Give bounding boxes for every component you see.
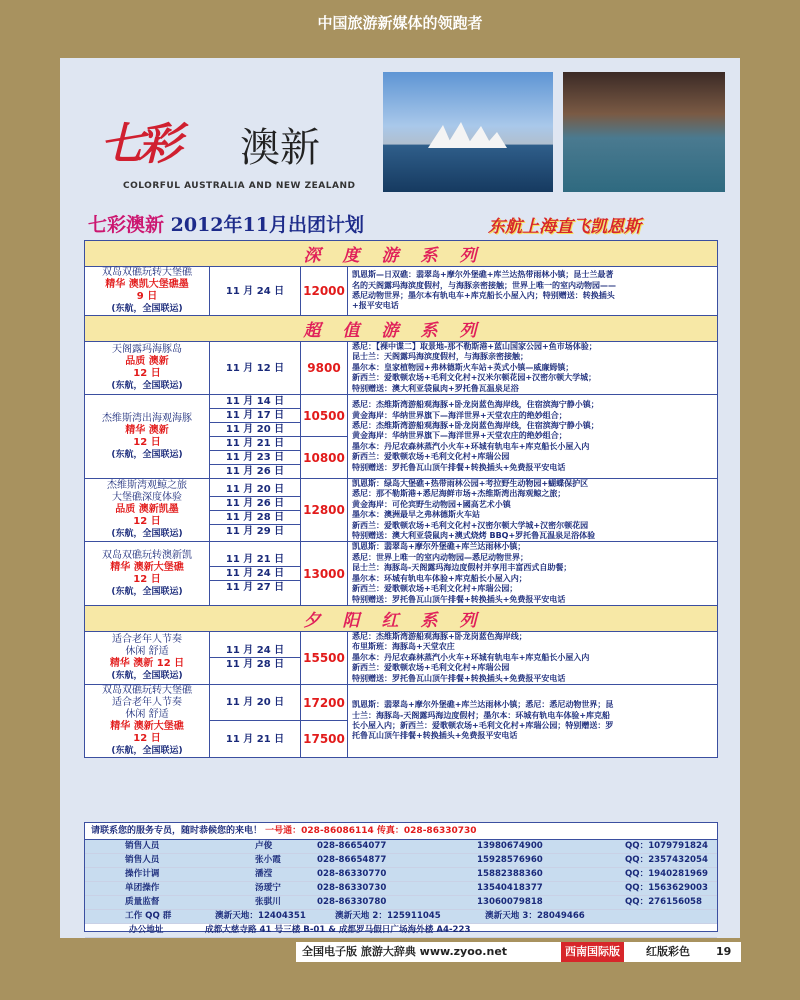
itinerary-line: 特别赠送：澳大利亚袋鼠肉+罗托鲁瓦温泉足浴 <box>352 383 519 393</box>
staff-tel[interactable]: 028-86654077 <box>317 841 387 851</box>
product-days: 12 日 <box>133 732 161 744</box>
staff-tel[interactable]: 028-86330770 <box>317 869 387 879</box>
product-name-line: 大堡礁深度体验 <box>112 492 182 504</box>
staff-mobile[interactable]: 13540418377 <box>477 883 543 893</box>
product-name-line: 双岛双礁玩转大堡礁 <box>102 267 192 278</box>
staff-mobile[interactable]: 15882388360 <box>477 869 543 879</box>
product-name-line: 杰维斯湾观鲸之旅 <box>107 480 187 492</box>
itinerary-line: 凯恩斯：翡翠岛+摩尔外堡礁+库兰达雨林小镇；悉尼：悉尼动物世界；昆 <box>352 700 614 710</box>
product-tag: 品质 澳新凯墨 <box>115 504 179 516</box>
departure-dates-cell <box>210 542 301 605</box>
itinerary-cell <box>348 542 718 605</box>
product-name-cell <box>85 479 210 542</box>
departure-dates-cell <box>210 267 301 316</box>
itinerary-line: 悉尼：那不勒斯港+悉尼海鲜市场+杰维斯湾出海观鲸之旅； <box>352 489 566 499</box>
top-banner <box>0 0 800 60</box>
price-cell: 9800 <box>301 342 348 395</box>
product-name-cell <box>85 395 210 479</box>
staff-row <box>85 896 717 910</box>
staff-row <box>85 882 717 896</box>
product-name-line: 双岛双礁玩转澳新凯 <box>102 549 192 561</box>
departure-dates-cell <box>210 479 301 542</box>
departure-date: 11 月 21 日 <box>210 437 300 451</box>
staff-mobile[interactable]: 15928576960 <box>477 855 543 865</box>
itinerary-line: 昆士兰：海豚岛-天阁露玛海边度假村并享用丰富西式自助餐； <box>352 563 572 573</box>
itinerary-line: +报平安电话 <box>352 301 399 311</box>
departure-date: 11 月 29 日 <box>225 525 285 537</box>
series-title: 超值游系列 <box>85 316 718 342</box>
product-note: (东航，全国联运) <box>111 529 183 540</box>
itinerary-line: 士兰：海豚岛-天阁露玛海边度假村；墨尔本：环城有轨电车体验+库克船 <box>352 710 611 720</box>
itinerary-line: 墨尔本：丹尼农森林蒸汽小火车+环城有轨电车+库克船长小屋入内 <box>352 652 590 662</box>
itinerary-line: 新西兰：爱歌顿农场+毛利文化村+库瑞公园； <box>352 584 518 594</box>
product-name-line: 天阁露玛海豚岛 <box>112 344 182 356</box>
staff-role: 单团操作 <box>125 883 160 893</box>
itinerary-line: 特别赠送：罗托鲁瓦山顶午排餐+转换插头+免费报平安电话 <box>352 594 566 604</box>
itinerary-line: 墨尔本：皇家植物园+弗林德斯火车站+英式小镇—威廉姆镇； <box>352 362 574 372</box>
page-number: 19 <box>716 945 732 958</box>
product-days: 9 日 <box>136 291 158 302</box>
tour-row <box>85 395 718 437</box>
dolphin-photo <box>563 72 725 192</box>
product-name-line: 休闲 舒适 <box>125 645 169 657</box>
itinerary-line: 墨尔本：澳洲最早之弗林德斯火车站 <box>352 510 480 520</box>
itinerary-line: 悉尼：杰维斯湾游船观海豚+卧龙岗蓝色海岸线，住宿滨海宁静小镇； <box>352 420 599 430</box>
departure-date: 11 月 21 日 <box>210 553 300 567</box>
itinerary-line: 悉尼：世界上唯一的室内动物园—悉尼动物世界； <box>352 552 528 562</box>
product-tag: 精华 澳新大堡礁 <box>110 561 184 573</box>
staff-name: 潘滢 <box>255 869 273 879</box>
departure-dates-cell <box>210 437 301 479</box>
itinerary-line: 凯恩斯：翡翠岛+摩尔外堡礁+库兰达雨林小镇； <box>352 542 526 552</box>
product-name-line: 适合老年人节奏 <box>112 633 182 645</box>
staff-role: 销售人员 <box>125 855 160 865</box>
departure-date: 11 月 24 日 <box>210 644 300 658</box>
departure-date: 11 月 24 日 <box>225 285 285 297</box>
product-days: 12 日 <box>133 368 161 380</box>
product-days: 12 日 <box>133 516 161 528</box>
departure-date: 11 月 14 日 <box>210 395 300 409</box>
departure-date: 11 月 28 日 <box>225 659 285 671</box>
staff-qq: QQ：2357432054 <box>625 855 709 865</box>
staff-qq: QQ：276156058 <box>625 897 703 907</box>
product-note: (东航，全国联运) <box>111 449 183 460</box>
itinerary-line: 凯恩斯：绿岛大堡礁+热带雨林公园+考拉野生动物园+蝴蝶保护区 <box>352 479 589 489</box>
itinerary-line: 新西兰：爱歌顿农场+毛利文化村+库瑞公园 <box>352 663 510 673</box>
contact-header: 请联系您的服务专员，随时恭候您的来电！ 一号通：028-86086114 传真：028-86330730 <box>85 823 717 840</box>
itinerary-line: 长小屋入内；新西兰：爱歌顿农场+毛利文化村+库瑞公园；特别赠送：罗 <box>352 720 614 730</box>
staff-qq: QQ：1079791824 <box>625 841 709 851</box>
footer-bar <box>296 942 741 962</box>
price-cell: 17500 <box>301 721 348 758</box>
footer-site[interactable]: 全国电子版 旅游大辞典 www.zyoo.net <box>302 945 508 958</box>
product-name-line: 适合老年人节奏 <box>112 696 182 708</box>
departure-date: 11 月 21 日 <box>225 733 285 745</box>
staff-qq: QQ：1563629003 <box>625 883 709 893</box>
departure-dates-cell <box>210 342 301 395</box>
tour-row <box>85 542 718 605</box>
itinerary-line: 名的天阁露玛海滨度假村，与海豚亲密接触；世界上唯一的室内动物园—— <box>352 280 616 290</box>
product-tag: 精华 澳新 12 日 <box>109 657 185 669</box>
itinerary-line: 新西兰：爱歌顿农场+毛利文化村+汉米尔顿花园+汉密尔顿大学城； <box>352 373 597 383</box>
qq-group-row: 工作 QQ 群 澳新天地：12404351 澳新天地 2：125911045 澳新天地 3：28049466 <box>85 910 717 924</box>
staff-mobile[interactable]: 13980674900 <box>477 841 543 851</box>
staff-row <box>85 840 717 854</box>
itinerary-cell <box>348 267 718 316</box>
tour-row <box>85 267 718 316</box>
product-name-cell <box>85 342 210 395</box>
product-note: (东航，全国联运) <box>111 381 183 392</box>
product-tag: 精华 澳新 <box>125 424 169 436</box>
title-bar <box>68 208 732 238</box>
staff-name: 张骐川 <box>255 897 281 907</box>
product-tag: 精华 澳凯大堡礁墨 <box>105 279 189 290</box>
itinerary-line: 凯恩斯—日双礁：翡翠岛+摩尔外堡礁+库兰达热带雨林小镇；昆士兰最著 <box>352 270 614 280</box>
departure-date: 11 月 24 日 <box>210 567 300 581</box>
itinerary-line: 昆士兰：天阁露玛海滨度假村，与海豚亲密接触； <box>352 352 528 362</box>
staff-role: 操作计调 <box>125 869 160 879</box>
series-title: 深度游系列 <box>85 241 718 267</box>
departure-date: 11 月 26 日 <box>210 497 300 511</box>
departure-dates-cell <box>210 395 301 437</box>
itinerary-line: 黄金海岸：华纳世界旗下—海洋世界+天堂农庄的绝妙组合； <box>352 431 567 441</box>
price-cell: 12800 <box>301 479 348 542</box>
price-cell: 12000 <box>301 267 348 316</box>
logo-script: 七彩 <box>100 119 176 170</box>
staff-mobile[interactable]: 13060079818 <box>477 897 543 907</box>
product-name-line: 杰维斯湾出海观海豚 <box>102 412 192 424</box>
staff-role: 质量监督 <box>125 897 160 907</box>
product-note: (东航，全国联运) <box>111 670 183 681</box>
product-days: 12 日 <box>133 436 161 448</box>
series-title: 夕阳红系列 <box>85 605 718 631</box>
tour-row <box>85 342 718 395</box>
itinerary-line: 新西兰：爱歌顿农场+毛利文化村+汉密尔顿大学城+汉密尔顿花园 <box>352 520 589 530</box>
itinerary-cell <box>348 342 718 395</box>
price-cell: 17200 <box>301 684 348 721</box>
series-header-row <box>85 605 718 631</box>
itinerary-cell <box>348 631 718 684</box>
address-row: 办公地址 成都大慈寺路 41 号三楼 B-01 & 成都罗马假日广场海外楼 A4-223 <box>85 924 717 938</box>
itinerary-line: 墨尔本：丹尼农森林蒸汽小火车+环城有轨电车+库克船长小屋入内 <box>352 441 590 451</box>
product-name-cell <box>85 267 210 316</box>
itinerary-line: 墨尔本：环城有轨电车体验+库克船长小屋入内； <box>352 573 527 583</box>
itinerary-line: 特别赠送：罗托鲁瓦山顶午排餐+转换插头+免费报平安电话 <box>352 462 566 472</box>
itinerary-line: 特别赠送：罗托鲁瓦山顶午排餐+转换插头+免费报平安电话 <box>352 673 566 683</box>
tour-row <box>85 479 718 542</box>
departure-date: 11 月 17 日 <box>210 409 300 423</box>
staff-name: 张小霞 <box>255 855 281 865</box>
opera-house-photo <box>383 72 553 192</box>
series-header-row <box>85 316 718 342</box>
staff-tel[interactable]: 028-86330780 <box>317 897 387 907</box>
product-tag: 精华 澳新大堡礁 <box>110 720 184 732</box>
price-cell: 15500 <box>301 631 348 684</box>
plan-title: 七彩澳新 2012年11月出团计划 <box>88 214 364 236</box>
product-name-line: 双岛双礁玩转大堡礁 <box>102 684 192 696</box>
departure-date: 11 月 12 日 <box>225 362 285 374</box>
departure-date: 11 月 28 日 <box>210 511 300 525</box>
price-cell: 13000 <box>301 542 348 605</box>
contact-block <box>84 822 718 935</box>
staff-tel[interactable]: 028-86654877 <box>317 855 387 865</box>
tour-row <box>85 631 718 684</box>
departure-date: 11 月 23 日 <box>210 451 300 465</box>
price-cell: 10800 <box>301 437 348 479</box>
departure-date: 11 月 20 日 <box>225 424 285 436</box>
footer-section: 红版彩色 <box>646 945 690 958</box>
itinerary-line: 特别赠送：澳大利亚袋鼠肉+澳式烧烤 BBQ+罗托鲁瓦温泉足浴体验 <box>352 531 596 541</box>
itinerary-cell <box>348 684 718 757</box>
departure-dates-cell <box>210 631 301 684</box>
staff-name: 汤瑷宁 <box>255 883 281 893</box>
departure-date: 11 月 20 日 <box>225 697 285 709</box>
tour-table <box>84 240 718 758</box>
route-title: 东航上海直飞凯恩斯 <box>488 217 641 237</box>
departure-dates-cell <box>210 684 301 721</box>
price-cell: 10500 <box>301 395 348 437</box>
staff-row <box>85 868 717 882</box>
hero-section <box>80 68 730 208</box>
itinerary-line: 布里斯班：海豚岛+天堂农庄 <box>352 642 455 652</box>
itinerary-line: 新西兰：爱歌顿农场+毛利文化村+库瑞公园 <box>352 452 510 462</box>
tour-row <box>85 684 718 721</box>
product-days: 12 日 <box>133 573 161 585</box>
product-name-cell <box>85 542 210 605</box>
product-name-line: 休闲 舒适 <box>125 708 169 720</box>
series-header-row <box>85 241 718 267</box>
departure-date: 11 月 26 日 <box>225 466 285 478</box>
departure-dates-cell <box>210 721 301 758</box>
product-name-cell <box>85 684 210 757</box>
staff-qq: QQ：1940281969 <box>625 869 709 879</box>
departure-date: 11 月 27 日 <box>225 582 285 594</box>
itinerary-line: 托鲁瓦山顶午排餐+转换插头+免费报平安电话 <box>352 731 518 741</box>
itinerary-line: 悉尼：杰维斯湾游船观海豚+卧龙岗蓝色海岸线，住宿滨海宁静小镇； <box>352 400 599 410</box>
itinerary-line: 黄金海岸：华纳世界旗下—海洋世界+天堂农庄的绝妙组合； <box>352 410 567 420</box>
product-note: (东航，全国联运) <box>111 586 183 597</box>
itinerary-line: 悉尼：杰维斯湾游船观海豚+卧龙岗蓝色海岸线； <box>352 631 527 641</box>
product-tag: 品质 澳新 <box>125 356 169 368</box>
footer-edition-tag: 西南国际版 <box>561 942 624 962</box>
itinerary-cell <box>348 395 718 479</box>
product-note: (东航，全国联运) <box>111 304 183 314</box>
itinerary-line: 悉尼动物世界；墨尔本有轨电车+库克船长小屋入内；特别赠送：转换插头 <box>352 291 615 300</box>
staff-row <box>85 854 717 868</box>
slogan: 中国旅游新媒体的领跑者 <box>317 14 483 32</box>
logo-mark: 澳新 <box>240 125 320 171</box>
itinerary-cell <box>348 479 718 542</box>
staff-tel[interactable]: 028-86330730 <box>317 883 387 893</box>
staff-role: 销售人员 <box>125 841 160 851</box>
product-name-cell <box>85 631 210 684</box>
staff-name: 卢俊 <box>255 841 273 851</box>
product-note: (东航，全国联运) <box>111 745 183 756</box>
itinerary-line: 黄金海岸：可伦宾野生动物园+國高艺术小镇 <box>352 499 511 509</box>
departure-date: 11 月 20 日 <box>210 483 300 497</box>
itinerary-line: 悉尼：【裸中谍二】取景地-那不勒斯港+蓝山国家公园+鱼市场体验； <box>352 342 597 351</box>
opera-house-icon <box>423 120 513 150</box>
logo-subtitle: COLORFUL AUSTRALIA AND NEW ZEALAND <box>123 181 356 191</box>
